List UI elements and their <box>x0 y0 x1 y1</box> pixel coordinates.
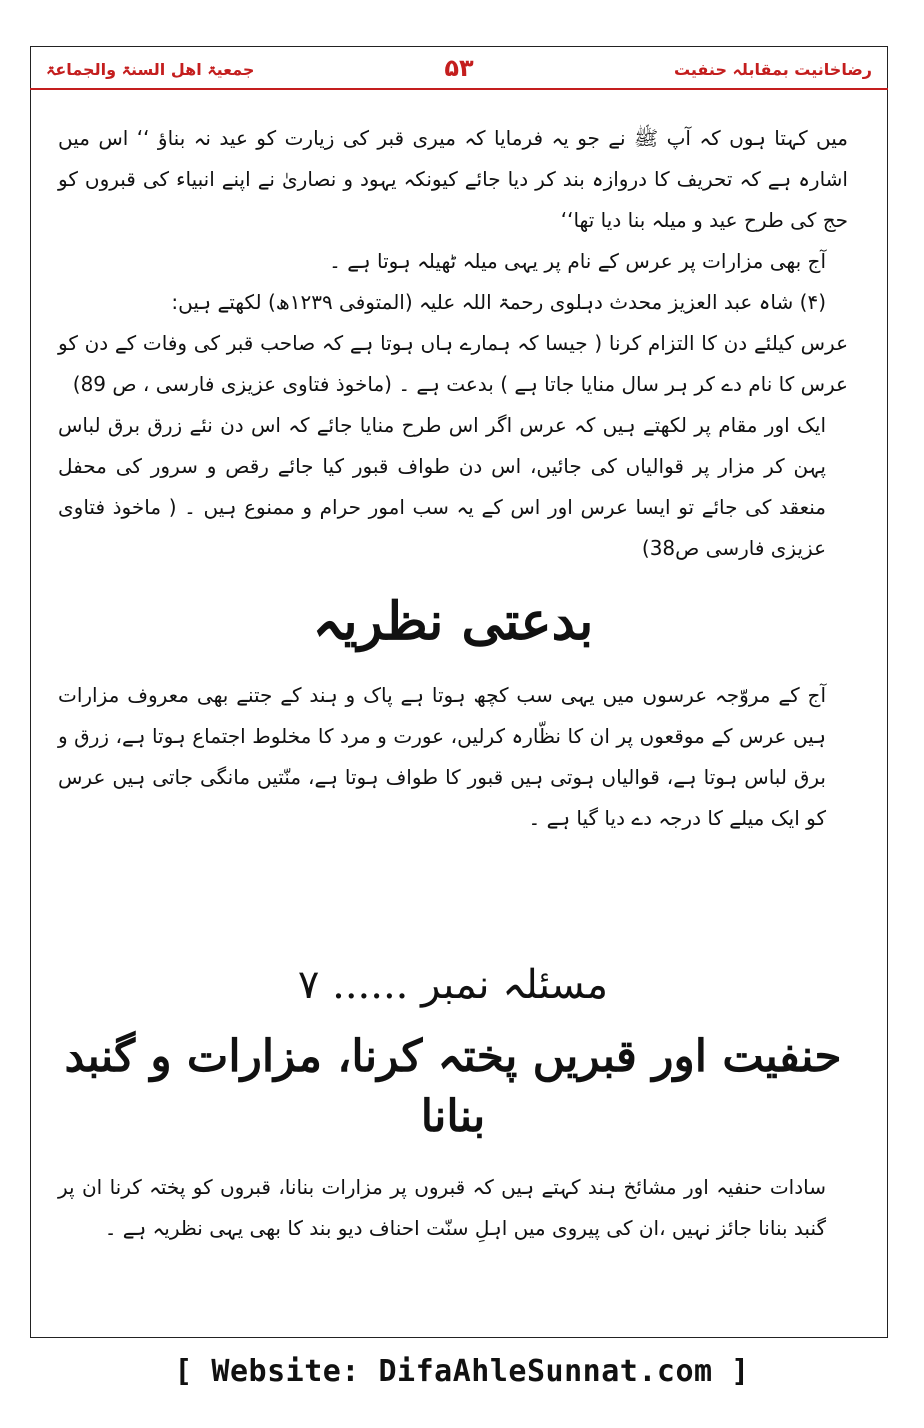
website-footer: [ Website: DifaAhleSunnat.com ] <box>174 1354 750 1389</box>
paragraph-urs-date-bidah: عرس کیلئے دن کا التزام کرنا ( جیسا کہ ہمارے ہاں ہوتا ہے کہ صاحب قبر کی وفات کے دن کو عرس کا نام دے کر ہر سال منایا جاتا ہے ) بدعت ہے ۔ (ماخوذ فتاوی عزیزی فارسی ، ص 89) <box>58 331 848 396</box>
section-heading-bidati-nazariya: بدعتی نظریہ <box>312 591 594 652</box>
page-number: ۵۳ <box>444 54 474 82</box>
header-divider <box>30 88 888 90</box>
masla-number-heading: مسئلہ نمبر ...... ۷ <box>297 962 609 1008</box>
section-heading-hanafiyat-graves: حنفیت اور قبریں پختہ کرنا، مزارات و گنبد بنانا <box>64 1031 842 1142</box>
page-header <box>30 52 888 90</box>
paragraph-hadith-commentary: میں کہتا ہوں کہ آپ ﷺ نے جو یہ فرمایا کہ میری قبر کی زیارت کو عید نہ بناؤ ‘‘ اس میں اشارہ ہے کہ تحریف کا دروازہ بند کر دیا جائے کیونکہ یہود و نصاریٰ نے اپنے انبیاء کی قبروں کو حج کی طرح عید و میلہ بنا دیا تھا‘‘ <box>58 126 848 232</box>
paragraph-another-place: ایک اور مقام پر لکھتے ہیں کہ عرس اگر اس طرح منایا جائے کہ اس دن نئے زرق برق لباس پہن کر مزار پر قوالیاں کی جائیں، اس دن طواف قبور کیا جائے رقص و سرور کی محفل منعقد کی جائے تو ایسا عرس اور اس کے یہ سب امور حرام و ممنوع ہیں ۔ ( ماخوذ فتاوی عزیزی فارسی ص38) <box>58 413 826 560</box>
header-book-title: رضاخانیت بمقابلہ حنفیت <box>673 60 872 79</box>
page-body <box>58 118 848 1249</box>
paragraph-shah-abdul-aziz: (۴) شاہ عبد العزیز محدث دہلوی رحمۃ اللہ علیہ (المتوفی ۱۲۳۹ھ) لکھتے ہیں: <box>171 290 826 314</box>
header-publisher: جمعیۃ اھل السنۃ والجماعۃ <box>46 60 255 79</box>
section-spacer <box>58 839 848 957</box>
paragraph-urs-today: آج بھی مزارات پر عرس کے نام پر یہی میلہ ٹھیلہ ہوتا ہے ۔ <box>329 249 826 273</box>
paragraph-sadat-hanafiya: سادات حنفیہ اور مشائخ ہند کہتے ہیں کہ قبروں پر مزارات بنانا، قبروں کو پختہ کرنا ان پر گنبد بنانا جائز نہیں ،ان کی پیروی میں اہلِ سنّت احناف دیو بند کا بھی یہی نظریہ ہے ۔ <box>58 1175 826 1240</box>
paragraph-current-urs: آج کے مروّجہ عرسوں میں یہی سب کچھ ہوتا ہے پاک و ہند کے جتنے بھی معروف مزارات ہیں عرس کے موقعوں پر ان کا نظّارہ کرلیں، عورت و مرد کا مخلوط اجتماع ہوتا ہے، زرق و برق لباس ہوتا ہے، قوالیاں ہوتی ہیں قبور کا طواف ہوتا ہے، منّتیں مانگی جاتی ہیں عرس کو ایک میلے کا درجہ دے دیا گیا ہے ۔ <box>58 683 826 830</box>
